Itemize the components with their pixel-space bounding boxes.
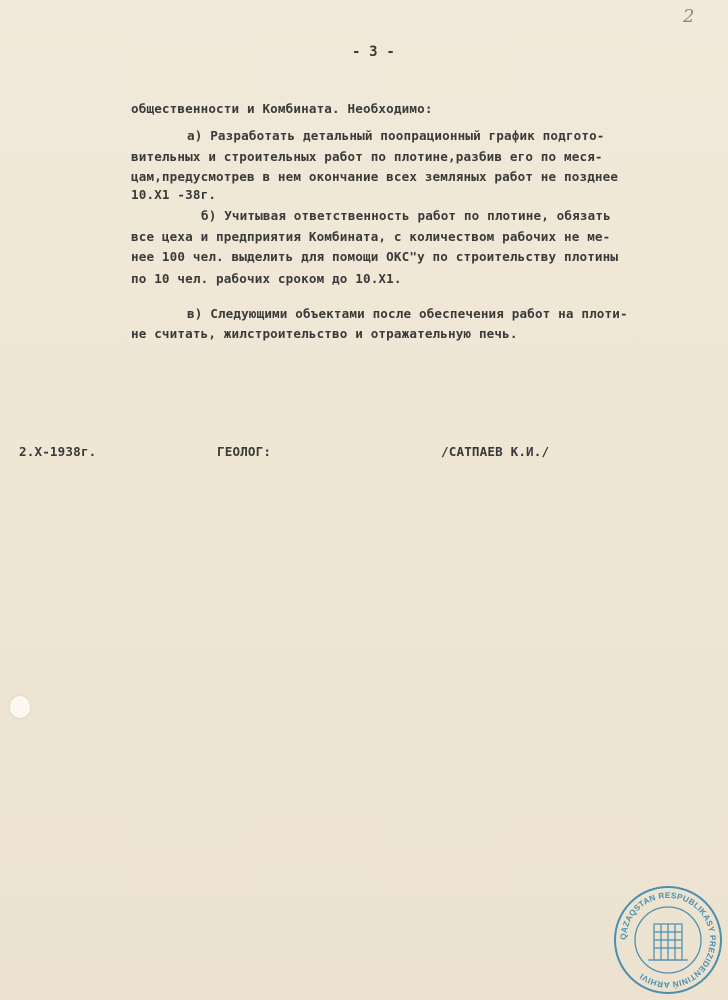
footer-date: 2.Х-1938г. [19,444,97,459]
item-b-line-1: б) Учитывая ответственность работ по плотине, обязать [201,208,611,223]
item-a-line-1: а) Разработать детальный поопрационный график подгото- [187,128,605,143]
item-a-line-3: цам,предусмотрев в нем окончание всех земляных работ не позднее [131,169,619,184]
paragraph-intro: общественности и Комбината. Необходимо: [131,101,433,116]
footer-signature: /САТПАЕВ К.И./ [441,444,550,459]
item-b-line-4: по 10 чел. рабочих сроком до 10.Х1. [131,271,402,286]
item-b-line-2: все цеха и предприятия Комбината, с количеством рабочих не ме- [131,229,611,244]
item-a-line-4: 10.Х1 -38г. [131,187,217,202]
punch-hole [10,696,30,718]
archive-stamp-icon [612,884,724,996]
item-b-line-3: нее 100 чел. выделить для помощи ОКС"у по строительству плотины [131,249,619,264]
item-c-line-1: в) Следующими объектами после обеспечения работ на плоти- [187,306,628,321]
corner-page-mark: 2 [683,6,695,27]
stamp-text: QAZAQSTAN RESPUBLIKASY PREZIDENTINIŃ ARHIVI [618,890,718,990]
item-a-line-2: вительных и строительных работ по плотине,разбив его по меся- [131,149,603,164]
footer-role: ГЕОЛОГ: [217,444,272,459]
item-c-line-2: не считать, жилстроительство и отражательную печь. [131,326,518,341]
page-number: - 3 - [352,44,395,60]
